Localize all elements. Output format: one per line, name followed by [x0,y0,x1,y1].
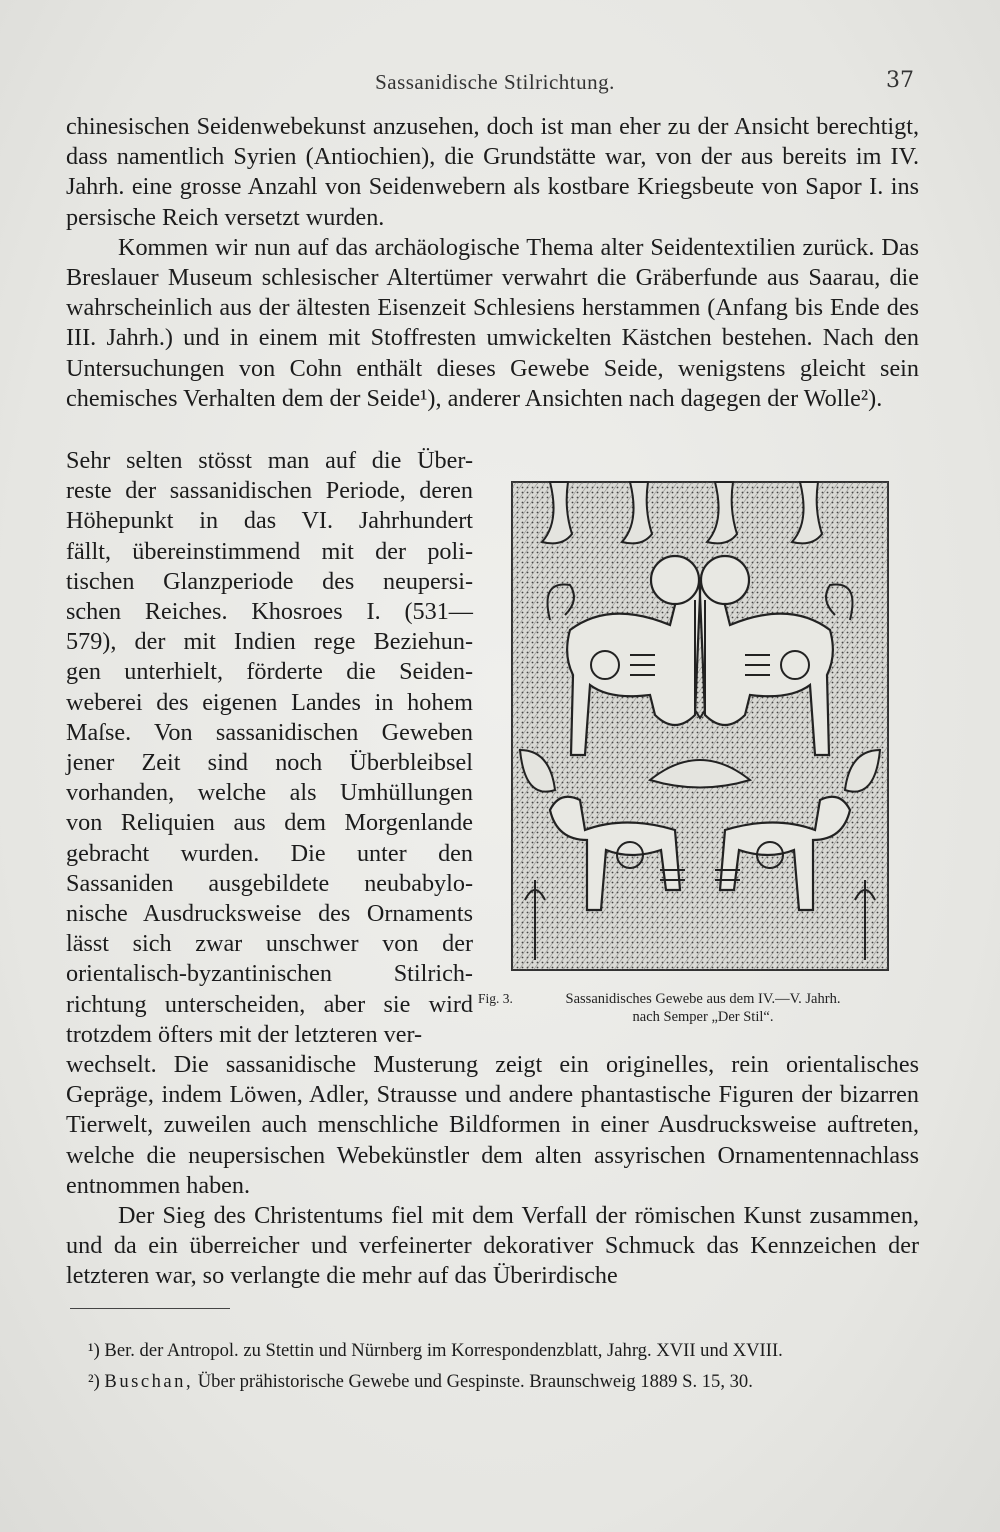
textile-illustration [510,480,890,972]
narrow-line: Höhepunkt in das VI. Jahrhundert [66,507,473,535]
text-block-top [66,112,919,414]
paragraph-1: chinesischen Seidenwebekunst anzusehen, doch ist man eher zu der Ansicht berechtigt, dass namentlich Syrien (Antiochien), die Grundstätte war, von der aus bereits im IV. Jahrh. eine grosse Anzahl von Seidenwebern als kostbare Kriegsbeute von Sapor I. ins persische Reich versetzt wurden. [66,113,919,231]
narrow-line: schen Reiches. Khosroes I. (531— [66,598,473,626]
text-column-beside-figure [66,446,473,1050]
running-header [70,70,920,104]
narrow-line: gen unterhielt, förderte die Seiden- [66,658,473,686]
footnote-2-author: Buschan, [104,1370,194,1392]
narrow-line: von Reliquien aus dem Morgenlande [66,809,473,837]
caption-line-2: nach Semper „Der Stil“. [632,1009,774,1025]
caption-line-1: Sassanidisches Gewebe aus dem IV.—V. Jahrh. [565,991,841,1007]
narrow-line: trotzdem öfters mit der letzteren ver- [66,1020,423,1048]
narrow-line: Sehr selten stösst man auf die Über- [66,447,473,474]
figure-sassanid-textile [510,480,890,972]
narrow-line: gebracht wurden. Die unter den [66,839,473,867]
narrow-line: Sassaniden ausgebildete neubabylo- [66,869,473,897]
text-block-bottom [66,1050,919,1292]
narrow-line: jener Zeit sind noch Überbleibsel [66,749,473,777]
footnote-rule [70,1308,230,1309]
figure-caption [478,990,928,1026]
footnotes [66,1340,919,1401]
narrow-line: tischen Glanzperiode des neupersi- [66,567,473,595]
narrow-line: orientalisch-byzantinischen Stilrich- [66,960,473,988]
paragraph-4: Der Sieg des Christentums fiel mit dem Verfall der römischen Kunst zusammen, und da ein überreicher und verfeinerter dekorativer Schmuck das Kennzeichen der letzteren war, so verlangte die mehr auf das Überirdische [66,1202,919,1290]
figure-number: Fig. 3. [478,991,513,1006]
narrow-line: lässt sich zwar unschwer von der [66,930,473,958]
narrow-line: weberei des eigenen Landes in hohem [66,688,473,716]
footnote-2-text: Über prähistorische Gewebe und Gespinste. Braunschweig 1889 S. 15, 30. [193,1370,753,1392]
narrow-line: reste der sassanidischen Periode, deren [66,477,473,505]
paragraph-2: Kommen wir nun auf das archäologische Thema alter Seidentextilien zurück. Das Breslauer Museum schlesischer Altertümer verwahrt die Gräberfunde aus Saarau, die wahrscheinlich aus der ältesten Eisenzeit Schlesiens herstammen (Anfang bis Ende des III. Jahrh.) und in einem mit Stoffresten umwickelten Kästchen bestehen. Nach den Untersuchungen von Cohn enthält dieses Gewebe Seide, wenigstens gleicht sein chemisches Verhalten dem der Seide¹), anderer Ansichten nach dagegen der Wolle²). [66,233,919,412]
narrow-line: fällt, übereinstimmend mit der poli- [66,537,473,565]
paragraph-3: wechselt. Die sassanidische Musterung zeigt ein originelles, rein orientalisches Gepräge, indem Löwen, Adler, Strausse und andere phantastische Figuren der bizarren Tierwelt, zuweilen auch menschliche Bildformen in einer Ausdrucksweise auftreten, welche die neupersischen Webekünstler dem alten assyrischen Ornamentennachlass entnommen haben. [66,1051,919,1199]
narrow-line: nische Ausdrucksweise des Ornaments [66,900,473,928]
footnote-2: ²) Buschan, Über prähistorische Gewebe und Gespinste. Braunschweig 1889 S. 15, 30. [88,1370,753,1392]
narrow-line: Maſse. Von sassanidischen Geweben [66,718,473,746]
narrow-line: richtung unterscheiden, aber sie wird [66,990,473,1018]
page-number: 37 [886,68,914,93]
running-title: Sassanidische Stilrichtung. [375,70,615,94]
footnote-1: ¹) Ber. der Antropol. zu Stettin und Nürnberg im Korrespondenzblatt, Jahrg. XVII und XVIII. [88,1340,783,1361]
narrow-line: vorhanden, welche als Umhüllungen [66,779,473,807]
narrow-line: 579), der mit Indien rege Beziehun- [66,628,473,656]
